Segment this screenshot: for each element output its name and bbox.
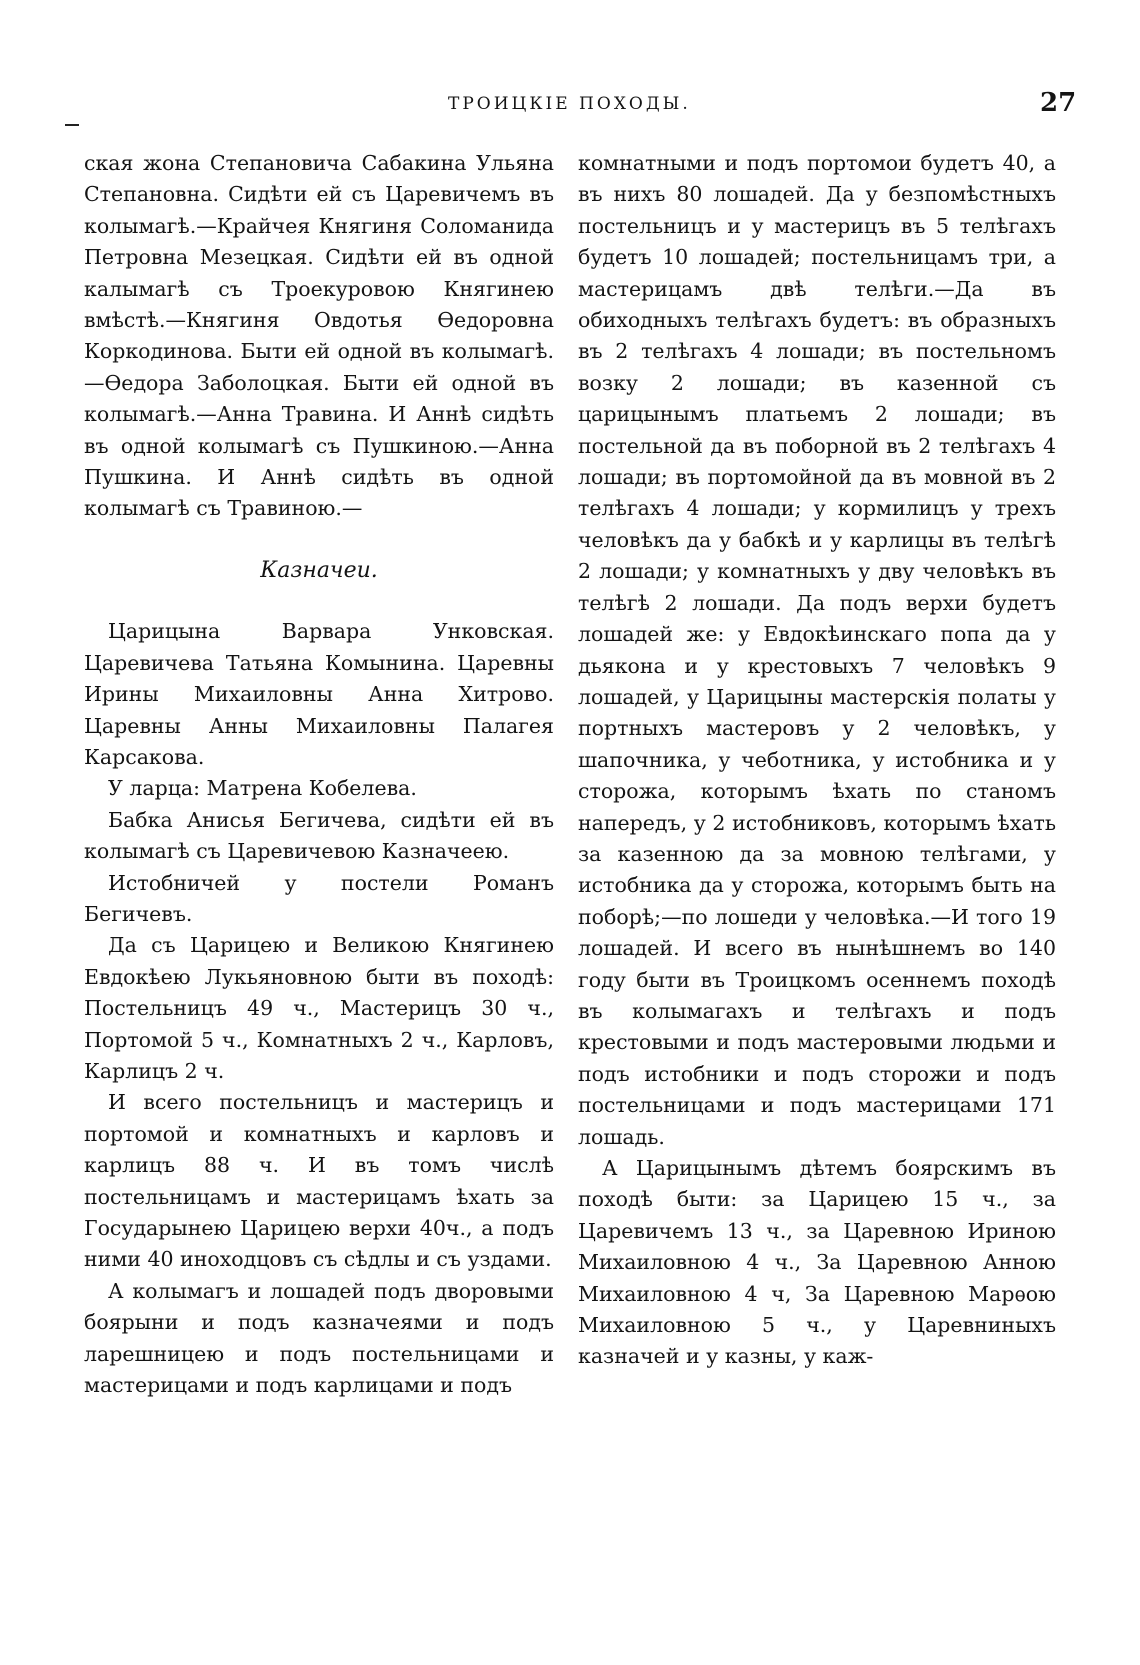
left-column: [84, 148, 554, 1401]
page-header: [0, 88, 1140, 128]
section-title: Казначеи.: [260, 557, 378, 583]
running-title: ТРОИЦКІЕ ПОХОДЫ.: [448, 94, 691, 114]
paragraph: Да съ Царицею и Великою Княгинею Евдокѣею Лукьяновною быти въ походѣ: Постельницъ 49 ч., Мастерицъ 30 ч., Портомой 5 ч., Комнатныхъ 2 ч., Карловъ, Карлицъ 2 ч.: [84, 933, 554, 1083]
paragraph: Бабка Анисья Бегичева, сидѣти ей въ колымагѣ съ Царевичевою Казначеею.: [84, 807, 554, 864]
paragraph: Истобничей у постели Романъ Бегичевъ.: [84, 870, 554, 926]
margin-mark: [65, 124, 79, 126]
paragraph: А колымагъ и лошадей подъ дворовыми боярыни и подъ казначеями и подъ ларешницею и подъ постельницами и мастерицами и подъ карлицами и подъ: [84, 1278, 554, 1398]
paragraph: А Царицынымъ дѣтемъ боярскимъ въ походѣ быти: за Царицею 15 ч., за Царевичемъ 13 ч., за Царевною Ириною Михаиловною 4 ч., За Царевною Анною Михаиловною 4 ч, За Царевною Марѳою Михаиловною 5 ч., у Царевниныхъ казначей и у казны, у каж-: [578, 1156, 1056, 1369]
right-column: [578, 148, 1056, 1373]
paragraph: ская жона Степановича Сабакина Ульяна Степановна. Сидѣти ей съ Царевичемъ въ колымагѣ.—Крайчея Княгиня Соломанида Петровна Мезецкая. Сидѣти ей въ одной калымагѣ съ Троекуровою Княгинею вмѣстѣ.—Княгиня Овдотья Ѳедоровна Коркодинова. Быти ей одной въ колымагѣ.—Ѳедора Заболоцкая. Быти ей одной въ колымагѣ.—Анна Травина. И Аннѣ сидѣть въ одной колымагѣ съ Пушкиною.—Анна Пушкина. И Аннѣ сидѣть въ одной колымагѣ съ Травиною.—: [84, 151, 554, 521]
page-number: 27: [1040, 88, 1077, 118]
paragraph: У ларца: Матрена Кобелева.: [108, 776, 417, 801]
paragraph: И всего постельницъ и мастерицъ и портомой и комнатныхъ и карловъ и карлицъ 88 ч. И въ томъ числѣ постельницамъ и мастерицамъ ѣхать за Государынею Царицею верхи 40ч., а подъ ними 40 иноходцовъ съ сѣдлы и съ уздами.: [84, 1090, 554, 1272]
paragraph: комнатными и подъ портомои будетъ 40, а въ нихъ 80 лошадей. Да у безпомѣстныхъ постельницъ и у мастерицъ въ 5 телѣгахъ будетъ 10 лошадей; постельницамъ три, а мастерицамъ двѣ телѣги.—Да въ обиходныхъ телѣгахъ будетъ: въ образныхъ въ 2 телѣгахъ 4 лошади; въ постельномъ возку 2 лошади; въ казенной съ царицынымъ платьемъ 2 лошади; въ постельной да въ поборной въ 2 телѣгахъ 4 лошади; въ портомойной да въ мовной въ 2 телѣгахъ 4 лошади; у кормилицъ у трехъ человѣкъ да у бабкѣ и у карлицы въ телѣгѣ 2 лошади; у комнатныхъ у дву человѣкъ въ телѣгѣ 2 лошади. Да подъ верхи будетъ лошадей же: у Евдокѣинскаго попа да у дьякона и у крестовыхъ 7 человѣкъ 9 лошадей, у Царицыны мастерскія полаты у портныхъ мастеровъ у 2 человѣкъ, у шапочника, у чеботника, у истобника и у сторожа, которымъ ѣхать по станомъ напередъ, у 2 истобниковъ, которымъ ѣхать за казенною да за мовною телѣгами, у истобника да у сторожа, которымъ быть на поборѣ;—по лошеди у человѣка.—И того 19 лошадей. И всего въ нынѣшнемъ во 140 году быти въ Троицкомъ осеннемъ походѣ въ колымагахъ и телѣгахъ и подъ крестовыми и подъ мастеровыми людьми и подъ истобники и подъ сторожи и подъ постельницами и подъ мастерицами 171 лошадь.: [578, 151, 1056, 1149]
paragraph: Царицына Варвара Унковская. Царевичева Татьяна Комынина. Царевны Ирины Михаиловны Анна Хитрово. Царевны Анны Михаиловны Палагея Карсакова.: [84, 619, 554, 769]
